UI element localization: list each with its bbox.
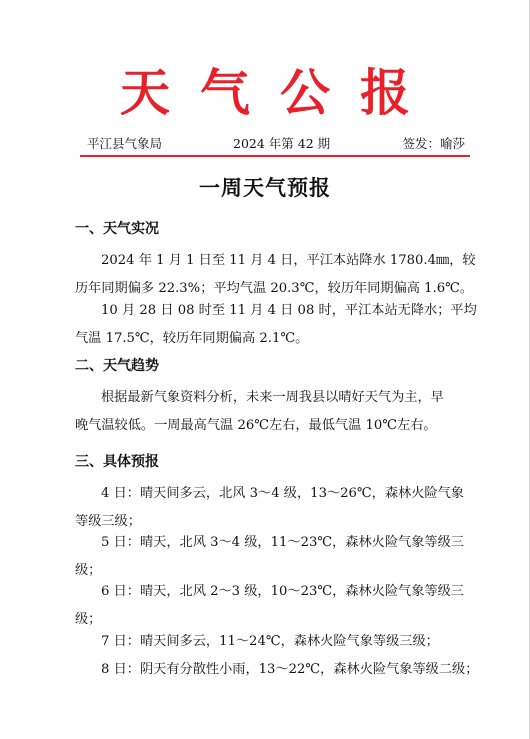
text-line: 历年同期偏多 22.3%；平均气温 20.3℃，较历年同期偏高 1.6℃。 [75, 281, 474, 296]
text-line: 5 日：晴天，北风 3～4 级，11～23℃，森林火险气象等级三 [101, 535, 464, 550]
forecast-day-6 [75, 578, 464, 634]
text-line: 气温 17.5℃，较历年同期偏高 2.1℃。 [75, 331, 309, 346]
section-heading-trend: 二、天气趋势 [75, 358, 159, 374]
section-heading-observed: 一、天气实况 [75, 221, 159, 237]
text-line: 级； [75, 612, 102, 627]
section-heading-forecast: 三、具体预报 [75, 454, 159, 470]
text-line: 8 日：阴天有分散性小雨，13～22℃，森林火险气象等级二级； [101, 662, 479, 677]
forecast-day-5 [75, 529, 464, 585]
document-title: 一周天气预报 [199, 176, 331, 200]
issuing-bureau: 平江县气象局 [87, 136, 163, 151]
observed-paragraph-2 [75, 297, 477, 353]
signer: 签发：喻莎 [402, 136, 465, 151]
masthead-title: 天气公报 [120, 64, 440, 122]
text-line: 晚气温较低。一周最高气温 26℃左右，最低气温 10℃左右。 [75, 418, 437, 433]
forecast-day-8 [75, 656, 479, 684]
text-line: 6 日：晴天，北风 2～3 级，10～23℃，森林火险气象等级三 [101, 584, 464, 599]
text-line: 根据最新气象资料分析，未来一周我县以晴好天气为主，早 [101, 390, 444, 405]
forecast-day-4 [75, 480, 464, 536]
observed-paragraph-1 [75, 247, 476, 303]
text-line: 10 月 28 日 08 时至 11 月 4 日 08 时，平江本站无降水；平均 [101, 303, 477, 318]
forecast-day-7 [75, 628, 459, 656]
text-line: 7 日：晴天间多云，11～24℃，森林火险气象等级三级； [101, 634, 439, 649]
trend-paragraph [75, 384, 459, 440]
issue-number: 2024 年第 42 期 [233, 136, 331, 151]
text-line: 级； [75, 563, 102, 578]
header-divider [80, 155, 470, 157]
text-line: 2024 年 1 月 1 日至 11 月 4 日，平江本站降水 1780.4㎜，较 [101, 253, 476, 268]
issue-info-bar [87, 135, 465, 153]
text-line: 4 日：晴天间多云，北风 3～4 级，13～26℃，森林火险气象 [101, 486, 464, 501]
text-line: 等级三级； [75, 514, 141, 529]
